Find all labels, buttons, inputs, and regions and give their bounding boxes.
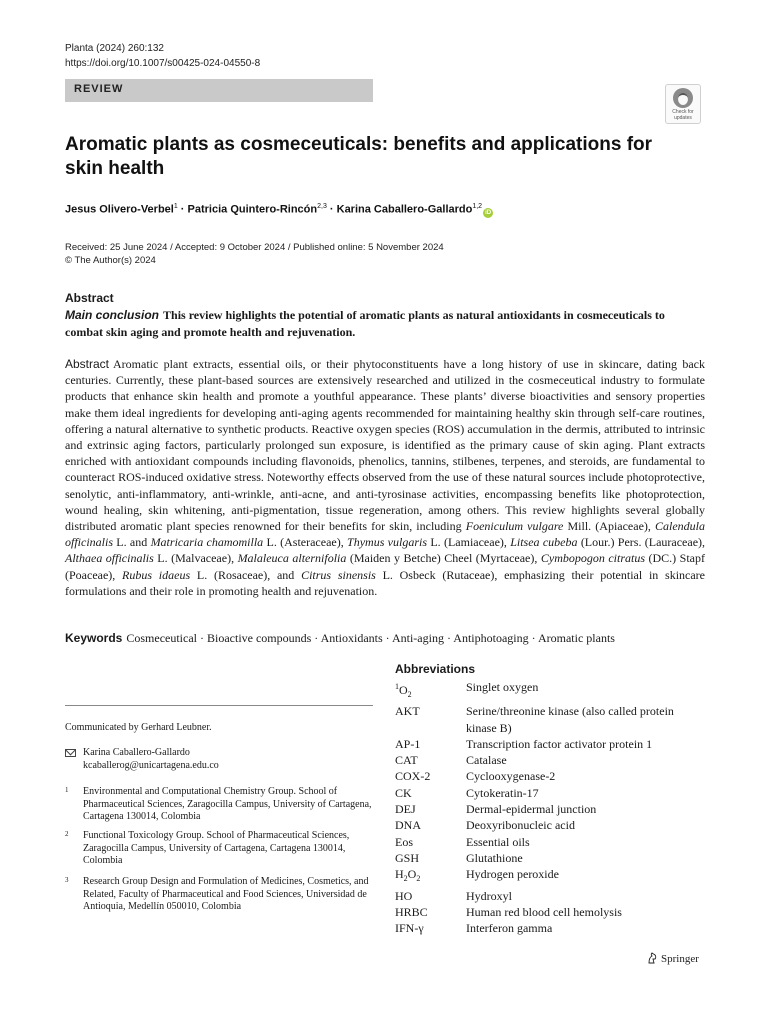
abbreviation-term — [395, 801, 466, 817]
abstract-segment: (Lour.) Pers. (Lauraceae), — [577, 535, 706, 550]
article-title: Aromatic plants as cosmeceuticals: benefits and applications for skin health — [65, 134, 653, 179]
abstract-segment: L. (Asteraceae), — [263, 535, 348, 550]
affiliation — [65, 876, 375, 914]
abbreviation-term-part: H — [395, 867, 404, 882]
abstract-segment: L. (Rosaceae), and — [190, 567, 302, 582]
abstract-segment: (DC.) Stapf (Poaceae), — [65, 551, 705, 582]
abbreviation-row — [395, 679, 705, 703]
main-conclusion-text: This review highlights the potential of aromatic plants as natural antioxidants in cosmeceuticals to combat skin aging and promote health and rejuvenation. — [65, 308, 665, 339]
affiliation — [65, 786, 375, 824]
abbreviation-term-part: IFN-γ — [395, 921, 424, 936]
abbreviation-definition: Dermal-epidermal junction — [466, 802, 597, 817]
species-name: Cymbopogon citratus — [540, 551, 646, 566]
abbreviation-term-part: 1 — [395, 682, 399, 691]
abstract-segment: L. (Malvaceae), — [153, 551, 238, 566]
abbreviation-term — [395, 736, 466, 752]
publication-dates: Received: 25 June 2024 / Accepted: 9 October 2024 / Published online: 5 November 2024 — [65, 242, 444, 253]
abbreviation-definition: Catalase — [466, 753, 507, 768]
abstract-heading: Abstract — [65, 291, 114, 305]
doi-link[interactable]: https://doi.org/10.1007/s00425-024-04550-8 — [65, 58, 261, 69]
affiliation-number: 2 — [65, 830, 69, 838]
species-name: Thymus vulgaris — [347, 535, 428, 550]
species-name: Foeniculum vulgare — [465, 519, 564, 534]
abbreviation-definition: Serine/threonine kinase (also called protein kinase B) — [466, 704, 674, 735]
journal-reference — [65, 41, 260, 71]
author-name[interactable]: Karina Caballero-Gallardo — [336, 203, 473, 216]
check-updates-icon — [673, 88, 693, 108]
species-name: Litsea cubeba — [510, 535, 578, 550]
author-separator: · — [326, 203, 337, 216]
orcid-icon[interactable]: iD — [485, 209, 492, 216]
abbreviation-definition: Deoxyribonucleic acid — [466, 818, 575, 833]
species-name: Rubus idaeus — [122, 567, 191, 582]
section-label-bar — [65, 79, 373, 102]
abbreviation-term — [395, 703, 466, 736]
abbreviation-term — [395, 920, 466, 936]
abbreviation-term — [395, 904, 466, 920]
publication-history — [65, 241, 444, 267]
abbreviations-list — [395, 679, 705, 936]
abbreviation-row — [395, 888, 705, 904]
author-affiliation-ref: 2,3 — [317, 203, 327, 210]
keywords — [65, 630, 705, 646]
abbreviation-row — [395, 736, 705, 752]
abbreviation-definition: Interferon gamma — [466, 921, 553, 936]
author-name[interactable]: Patricia Quintero-Rincón — [187, 203, 318, 216]
abstract-body — [65, 356, 705, 599]
author-affiliation-ref: 1 — [173, 203, 178, 210]
abbreviation-term-part: HO — [395, 888, 413, 903]
abstract-segment: L. and — [113, 535, 151, 550]
author-affiliation-ref: 1,2 — [472, 203, 483, 210]
communicated-by: Communicated by Gerhard Leubner. — [65, 722, 212, 733]
abbreviation-definition: Hydroxyl — [466, 888, 512, 903]
abbreviation-term-part: 2 — [407, 690, 412, 699]
abbreviation-term — [395, 679, 466, 703]
abbreviation-term-part: AP-1 — [395, 736, 421, 751]
main-conclusion-label: Main conclusion — [65, 308, 160, 322]
abbreviation-row — [395, 752, 705, 768]
author-name[interactable]: Jesus Olivero-Verbel — [65, 203, 174, 216]
abbreviation-term-part: COX-2 — [395, 769, 431, 784]
section-label: REVIEW — [74, 83, 124, 95]
abstract-text — [65, 357, 705, 598]
abbreviation-row — [395, 904, 705, 920]
abstract-segment: Aromatic plant extracts, essential oils, or their phytoconstituents have a long history of use in skincare, dating back centuries. Currently, these plant-based sources are extensively researched and utilized in the cosmeceutical industry to formulate products that enhance skin health and promote a youthful appearance. These plants’ diverse bioactivities and sensory properties make them ideal ingredients for developing anti-aging agents recommended for maintaining healthy skin through self-care routines, offering a natural alternative to synthetic products. Reactive oxygen species (ROS) accumulation in the dermis, attributed to intrinsic and extrinsic aging factors, particularly prolonged sun exposure, is identified as the primary cause of skin aging. Plant extracts enriched with antioxidant compounds including flavonoids, phenolics, tannins, stilbenes, terpenes, and steroids, are fundamental to counteract ROS-induced oxidative stress. Noteworthy effects observed from the use of these natural sources include photoprotective, senolytic, anti-inflammatory, anti-wrinkle, anti-acne, and anti-tyrosinase activities, encompassing benefits like photoprotection, wound healing, skin whitening, anti-pigmentation, tissue regeneration, among others. This review highlights several globally distributed aromatic plant species renowned for their benefits for skin, including — [65, 357, 705, 534]
abbreviation-term-part: 2 — [416, 874, 421, 884]
abbreviation-definition: Human red blood cell hemolysis — [466, 904, 622, 919]
abbreviation-definition: Singlet oxygen — [466, 680, 539, 694]
species-name: Citrus sinensis — [301, 567, 376, 582]
abbreviation-term — [395, 850, 466, 866]
affiliation-text: Functional Toxicology Group. School of Pharmaceutical Sciences, Zaragocilla Campus, University of Cartagena, Cartagena 130014, Colombia — [83, 830, 350, 866]
abbreviation-row — [395, 768, 705, 784]
check-updates-label: Check for updates — [672, 109, 694, 121]
footnote-divider — [65, 705, 373, 706]
publisher-name: Springer — [661, 953, 699, 965]
abbreviation-definition: Essential oils — [466, 834, 530, 849]
species-name: Matricaria chamomilla — [150, 535, 264, 550]
abbreviation-term — [395, 834, 466, 850]
abbreviation-term-part: Eos — [395, 834, 413, 849]
abstract-segment: L. (Lamiaceae), — [427, 535, 511, 550]
abbreviation-term — [395, 817, 466, 833]
species-name: Althaea officinalis — [65, 551, 154, 566]
abstract-segment: Mill. (Apiaceae), — [563, 519, 656, 534]
species-name: Calendula officinalis — [65, 519, 706, 550]
abbreviation-term — [395, 785, 466, 801]
abbreviation-term-part: DNA — [395, 818, 421, 833]
envelope-icon — [65, 749, 76, 757]
abbreviation-definition: Hydrogen peroxide — [466, 867, 559, 882]
abbreviations-heading: Abbreviations — [395, 662, 476, 676]
abbreviation-definition: Glutathione — [466, 850, 523, 865]
abbreviation-term-part: O — [407, 867, 417, 882]
abbreviation-term-part: GSH — [395, 850, 420, 865]
abstract-body-label: Abstract — [65, 357, 110, 371]
abbreviation-row — [395, 834, 705, 850]
abstract-segment: (Maiden y Betche) Cheel (Myrtaceae), — [346, 551, 541, 566]
abbreviation-term-part: HRBC — [395, 904, 428, 919]
abbreviation-definition: Transcription factor activator protein 1 — [466, 736, 653, 751]
abbreviation-term — [395, 752, 466, 768]
author-list — [65, 203, 493, 218]
affiliation-text: Research Group Design and Formulation of Medicines, Cosmetics, and Related, Faculty of Pharmaceutical and Food Sciences, Universidad de Antioquia, Medellín 050010, Colombia — [83, 876, 369, 912]
affiliation-number: 1 — [65, 786, 69, 794]
correspondence-email[interactable]: kcaballerog@unicartagena.edu.co — [83, 759, 219, 771]
copyright-notice: © The Author(s) 2024 — [65, 255, 156, 266]
abbreviation-term-part: 2 — [403, 874, 408, 884]
abbreviation-term-part: CK — [395, 785, 412, 800]
author-separator: · — [177, 203, 188, 216]
main-conclusion — [65, 307, 705, 340]
abbreviation-definition: Cytokeratin-17 — [466, 785, 539, 800]
publisher-logo — [647, 952, 699, 965]
affiliation-number: 3 — [65, 876, 69, 884]
abbreviation-term — [395, 768, 466, 784]
abbreviation-term — [395, 866, 466, 887]
abbreviation-row — [395, 801, 705, 817]
abbreviation-definition: Cyclooxygenase-2 — [466, 769, 556, 784]
abbreviation-row — [395, 785, 705, 801]
abbreviation-term-part: O — [399, 683, 408, 697]
abstract-segment: L. Osbeck (Rutaceae), emphasizing their potential in skincare formulations and their role in promoting health and rejuvenation. — [65, 567, 705, 598]
affiliation — [65, 830, 375, 868]
species-name: Malaleuca alternifolia — [237, 551, 347, 566]
abbreviation-row — [395, 866, 705, 887]
abbreviation-term-part: CAT — [395, 753, 418, 768]
springer-horse-icon — [647, 952, 658, 964]
abbreviation-row — [395, 817, 705, 833]
abbreviation-row — [395, 920, 705, 936]
correspondence — [65, 747, 219, 772]
affiliation-text: Environmental and Computational Chemistry Group. School of Pharmaceutical Sciences, Zaragocilla Campus, University of Cartagena, Cartagena 130014, Colombia — [83, 786, 372, 822]
abbreviation-row — [395, 850, 705, 866]
check-for-updates-badge[interactable] — [665, 84, 701, 124]
keywords-label: Keywords — [65, 631, 123, 645]
keywords-list: Cosmeceutical · Bioactive compounds · Antioxidants · Anti-aging · Antiphotoaging · Aromatic plants — [126, 631, 615, 645]
correspondence-name: Karina Caballero-Gallardo — [83, 747, 190, 758]
abbreviation-term — [395, 888, 466, 904]
journal-citation: Planta (2024) 260:132 — [65, 43, 164, 54]
abbreviation-row — [395, 703, 705, 736]
abbreviation-term-part: AKT — [395, 704, 420, 719]
abbreviation-term-part: DEJ — [395, 802, 416, 817]
